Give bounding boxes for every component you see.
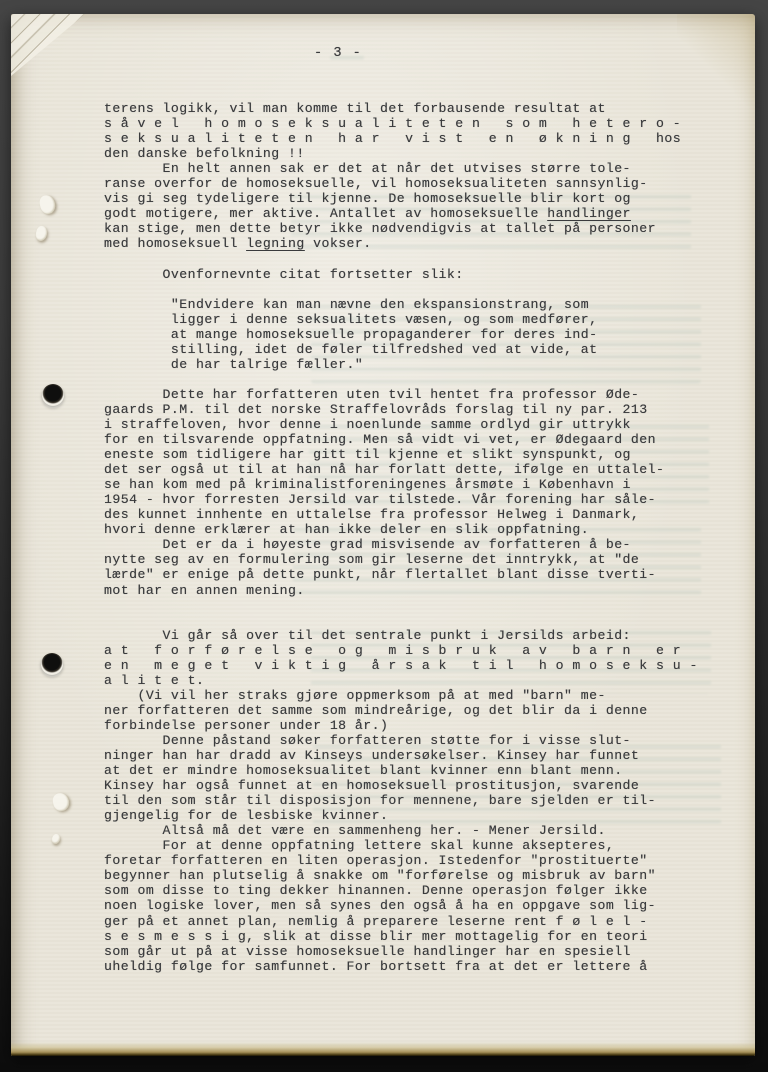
text-line: s å v e l h o m o s e k s u a l i t e t e n s o m h e t e r o - [104,116,682,132]
paper-tear [51,791,71,812]
text-line: ligger i denne seksualitets væsen, og som medfører, [104,311,598,327]
punch-hole [42,384,64,406]
typewritten-text [104,101,714,974]
text-line [104,613,714,628]
text-line: noen logiske lover, men så synes den også å ha en oppgave som lig- [104,898,657,914]
text-line: des kunnet innhente en uttalelse fra professor Helweg i Danmark, [104,507,640,523]
under-sheet-corner [11,14,85,76]
text-line: uheldig følge for samfunnet. For bortsett fra at det er lettere å [104,958,648,974]
text-line: "Endvidere kan man nævne den ekspansionstrang, som [104,296,590,312]
text-line: Vi går så over til det sentrale punkt i Jersilds arbeid: [104,627,631,643]
text-line: eneste som tidligere har gitt til kjenne et slikt synspunkt, og [104,447,631,463]
text-line: de har talrige fæller." [104,356,364,372]
text-line: For at denne oppfatning lettere skal kunne aksepteres, [104,838,615,854]
text-line: vis gi seg tydeligere til kjenne. De homoseksuelle blir kort og [104,191,631,207]
text-line: Dette har forfatteren uten tvil hentet fra professor Øde- [104,386,640,402]
text-line: ger på et annet plan, nemlig å preparere leserne rent f ø l e l - [104,913,648,929]
text-line: a t f o r f ø r e l s e o g m i s b r u k a v b a r n e r [104,642,682,658]
paper-tear [35,225,49,242]
text-line: ner forfatteren det samme som mindreårige, og det blir da i denne [104,702,648,718]
text-line: a l i t e t. [104,672,205,688]
text-line: (Vi vil her straks gjøre oppmerksom på at med "barn" me- [104,687,606,703]
paper-tear [51,833,62,845]
text-line: hvori denne erklærer at han ikke deler en slik oppfatning. [104,522,590,538]
paper-bottom-edge [11,1042,755,1056]
text-line: se han kom med på kriminalistforeningenes årsmøte i København i [104,477,631,493]
text-line: som om disse to ting dekker hinannen. Denne operasjon følger ikke [104,883,648,899]
text-line: som går ut på at visse homoseksuelle handlinger har en spesiell [104,943,631,959]
text-line: forbindelse personer under 18 år.) [104,717,389,733]
text-line: den danske befolkning !! [104,146,305,162]
text-line: terens logikk, vil man komme til det forbausende resultat at [104,101,606,116]
text-line: det ser også ut til at han nå har forlatt dette, ifølge en uttalel- [104,462,665,478]
text-line: gjengelig for de lesbiske kvinner. [104,808,389,824]
text-line [104,598,714,613]
text-line: at mange homoseksuelle propaganderer for deres ind- [104,326,598,342]
text-line: med homoseksuell legning vokser. [104,236,372,252]
text-line: godt motigere, mer aktive. Antallet av homoseksuelle handlinger [104,206,631,222]
text-line: Altså må det være en sammenheng her. - Mener Jersild. [104,823,606,839]
text-line: foretar forfatteren en liten operasjon. Istedenfor "prostituerte" [104,853,648,869]
text-line: til den som står til disposisjon for mennene, bare sjelden er til- [104,793,657,809]
text-line: gaards P.M. til det norske Straffelovråds forslag til ny par. 213 [104,401,648,417]
text-line: stilling, idet de føler tilfredshed ved at vide, at [104,341,598,357]
text-line: Ovenfornevnte citat fortsetter slik: [104,266,464,282]
text-line: at det er mindre homoseksualitet blant kvinner enn blant menn. [104,763,623,779]
text-line [104,372,714,387]
text-line [104,282,714,297]
paper-tear [38,193,57,215]
text-line: s e s m e s s i g, slik at disse blir mer mottagelig for en teori [104,928,648,944]
text-line: i straffeloven, hvor denne i noenlunde samme ordlyd gir uttrykk [104,416,631,432]
text-line: 1954 - hvor forresten Jersild var tilstede. Vår forening har såle- [104,492,657,508]
text-line: Kinsey har også funnet at en homoseksuell prostitusjon, svarende [104,778,640,794]
page-number: - 3 - [314,46,363,61]
text-line: lærde" er enige på dette punkt, når flertallet blant disse tverti- [104,567,657,583]
text-line: begynner han plutselig å snakke om "forførelse og misbruk av barn" [104,868,657,884]
text-line: e n m e g e t v i k t i g å r s a k t i l h o m o s e k s u - [104,657,698,673]
text-line: ranse overfor de homoseksuelle, vil homoseksualiteten sannsynlig- [104,176,648,192]
text-line: Det er da i høyeste grad misvisende av forfatteren å be- [104,537,631,553]
text-line: mot har en annen mening. [104,582,305,598]
corner-crease [677,14,755,110]
text-line: Denne påstand søker forfatteren støtte for i visse slut- [104,732,631,748]
punch-hole [41,653,63,675]
text-line [104,251,714,266]
text-line: ninger han har dradd av Kinseys undersøkelser. Kinsey har funnet [104,748,640,764]
text-line: En helt annen sak er det at når det utvises større tole- [104,161,631,177]
scanned-page [11,14,755,1056]
text-line: s e k s u a l i t e t e n h a r v i s t e n ø k n i n g hos [104,131,682,147]
text-line: kan stige, men dette betyr ikke nødvendigvis at tallet på personer [104,221,657,237]
text-line: for en tilsvarende oppfatning. Men så vidt vi vet, er Ødegaard den [104,432,657,448]
text-line: nytte seg av en formulering som gir leserne det inntrykk, at "de [104,552,640,568]
